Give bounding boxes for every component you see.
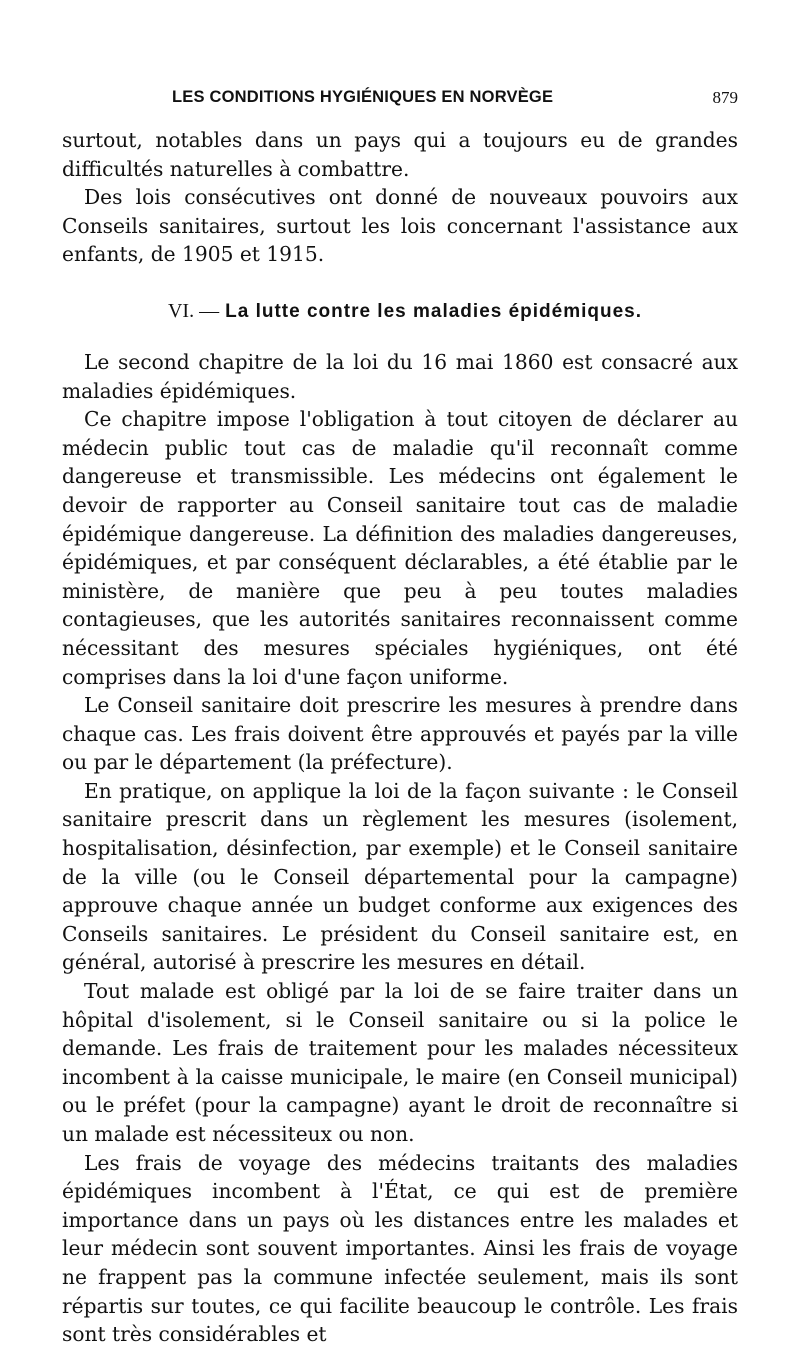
body-paragraph-3: Le Conseil sanitaire doit prescrire les mesures à prendre dans chaque cas. Les frais doivent être approuvés et payés par la ville ou par le département (la préfecture). — [62, 693, 738, 775]
page-number: 879 — [712, 88, 738, 107]
body-paragraph-1: Le second chapitre de la loi du 16 mai 1860 est consacré aux maladies épidémiques. — [62, 349, 738, 403]
intro-paragraph-laws: Des lois consécutives ont donné de nouveaux pouvoirs aux Conseils sanitaires, surtout les lois concernant l'assistance aux enfants, de 1905 et 1915. — [62, 185, 738, 267]
page-header — [62, 86, 738, 116]
body-paragraph-6: Les frais de voyage des médecins traitants des maladies épidémiques incombent à l'État, ce qui est de première importance dans un pays où les distances entre les malades et leur médecin sont souvent importantes. Ainsi les frais de voyage ne frappent pas la commune infectée seulement, mais ils sont répartis sur toutes, ce qui facilite beaucoup le contrôle. Les frais sont très considérables et — [62, 1150, 738, 1347]
body-paragraph-5: Tout malade est obligé par la loi de se faire traiter dans un hôpital d'isolement, si le Conseil sanitaire ou si la police le demande. Les frais de traitement pour les malades nécessiteux incombent à la caisse municipale, le maire (en Conseil municipal) ou le préfet (pour la campagne) ayant le droit de reconnaître si un malade est nécessiteux ou non. — [62, 979, 738, 1146]
running-title: LES CONDITIONS HYGIÉNIQUES EN NORVÈGE — [172, 88, 554, 106]
book-page — [62, 86, 738, 1349]
section-number: VI. — — [167, 299, 220, 322]
section-title: La lutte contre les maladies épidémiques. — [225, 300, 643, 322]
body-paragraph-4: En pratique, on applique la loi de la façon suivante : le Conseil sanitaire prescrit dans un règlement les mesures (isolement, hospitalisation, désinfection, par exemple) et le Conseil sanitaire de la ville (ou le Conseil départemental pour la campagne) approuve chaque année un budget conforme aux exigences des Conseils sanitaires. Le président du Conseil sanitaire est, en général, autorisé à prescrire les mesures en détail. — [62, 778, 738, 975]
section-heading — [62, 297, 738, 326]
body-paragraph-2: Ce chapitre impose l'obligation à tout citoyen de déclarer au médecin public tout cas de maladie qu'il reconnaît comme dangereuse et transmissible. Les médecins ont également le devoir de rapporter au Conseil sanitaire tout cas de maladie épidémique dangereuse. La définition des maladies dangereuses, épidémiques, et par conséquent déclarables, a été établie par le ministère, de manière que peu à peu toutes maladies contagieuses, que les autorités sanitaires reconnaissent comme nécessitant des mesures spéciales hygiéniques, ont été comprises dans la loi d'une façon uniforme. — [62, 407, 738, 689]
intro-paragraph-continued: surtout, notables dans un pays qui a toujours eu de grandes difficultés naturelles à combattre. — [62, 128, 738, 181]
